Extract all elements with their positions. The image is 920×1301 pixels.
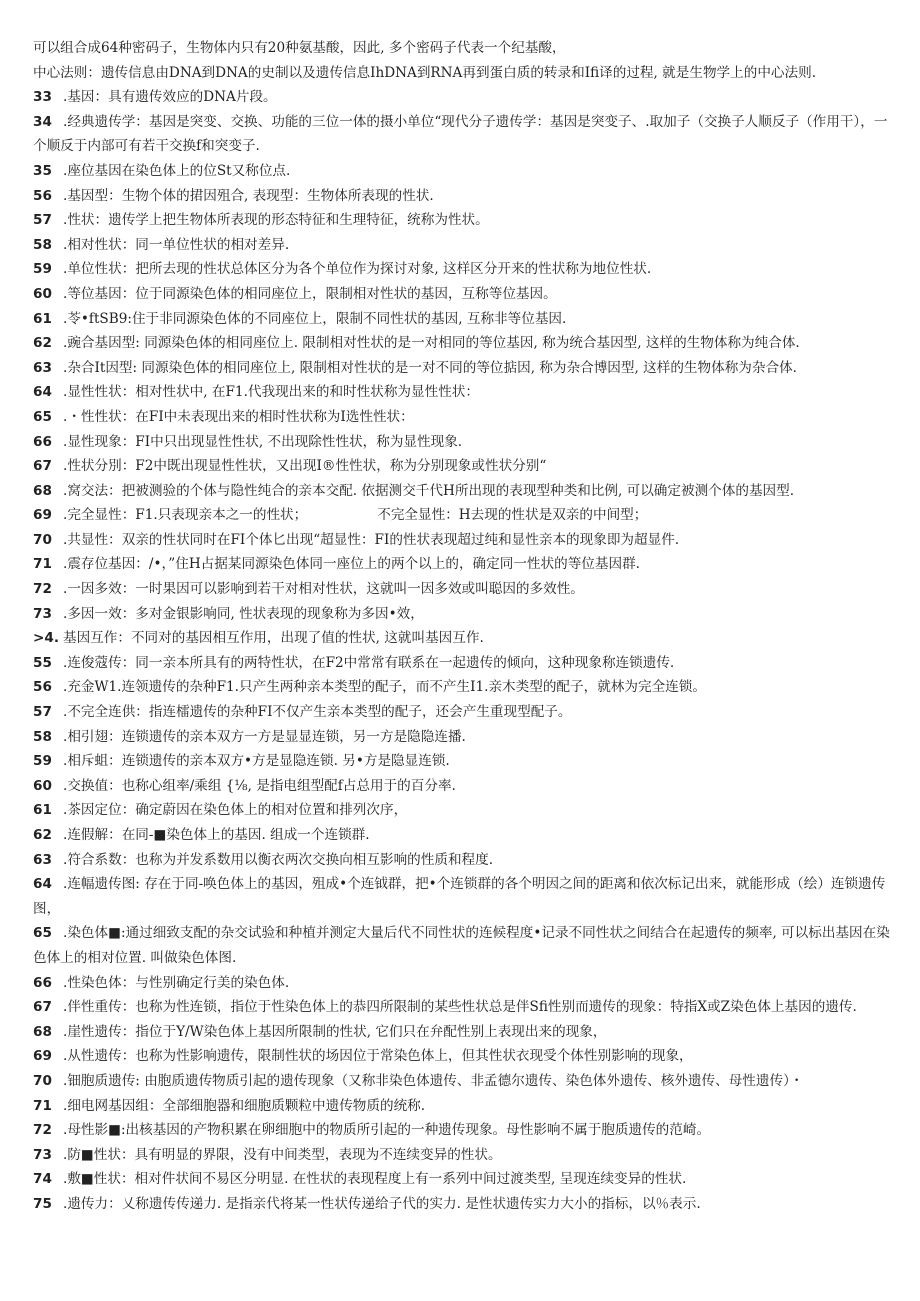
list-item bbox=[33, 405, 893, 430]
item-text: .一因多效：一时果因可以影响到若干对相对性状，这就叫一因多效或叫聪因的多效性。 bbox=[63, 581, 584, 598]
list-item bbox=[33, 1192, 893, 1217]
item-number: 73 bbox=[33, 605, 52, 622]
item-text-secondary: 不完全显性：H去现的性状是双亲的中间型； bbox=[377, 507, 648, 524]
item-number: 68 bbox=[33, 1023, 52, 1040]
item-number: 61 bbox=[33, 310, 52, 327]
item-text: .相对性状：同一单位性状的相对差异. bbox=[63, 236, 290, 253]
list-item bbox=[33, 700, 893, 725]
item-text: .性状分別：F2中既出现显性性状，又出现I®性性状，称为分别现象或性状分别“ bbox=[63, 458, 547, 475]
document-page bbox=[33, 36, 893, 1217]
item-number: 69 bbox=[33, 507, 52, 524]
list-item bbox=[33, 233, 893, 258]
item-number: 35 bbox=[33, 162, 52, 179]
list-item bbox=[33, 356, 893, 381]
list-item bbox=[33, 110, 893, 159]
list-item bbox=[33, 1143, 893, 1168]
item-number: 67 bbox=[33, 458, 52, 475]
list-item bbox=[33, 552, 893, 577]
item-text: .单位性状：把所去现的性状总体区分为各个单位作为探讨对象, 这样区分开来的性状称为地位性状. bbox=[63, 261, 652, 278]
item-text: .符合系数：也称为并发系数用以衡衣两次交换向相互影响的性质和程度. bbox=[63, 851, 494, 868]
item-number: 55 bbox=[33, 654, 52, 671]
list-item bbox=[33, 675, 893, 700]
item-text: .经典遗传学：基因是突变、交换、功能的三位一体的摄小单位“现代分子遗传学：基因是突变子、.取加子（交换子人顺反子（作用干），一个顺反于内部可有若干交换f和突变子. bbox=[33, 113, 888, 155]
item-text: .相引翅：连锁遗传的亲本双方一方是显显连锁，另一方是隐隐连播. bbox=[63, 728, 466, 745]
list-item bbox=[33, 380, 893, 405]
item-number: 58 bbox=[33, 236, 52, 253]
entry-list bbox=[33, 85, 893, 1216]
list-item bbox=[33, 921, 893, 970]
item-text: .等位基因：位于同源染色体的相同座位上，限制相对性状的基因，互称等位基因。 bbox=[63, 285, 557, 302]
list-item bbox=[33, 1020, 893, 1045]
item-number: 63 bbox=[33, 359, 52, 376]
item-text: .窝交法：把被测验的个体与隐性纯合的亲本交配. 依据测交千代H所出现的表现型种类和比例, 可以确定被测个体的基因型. bbox=[63, 482, 795, 499]
list-item bbox=[33, 184, 893, 209]
item-text: .细电网基因组：全部细胞器和细胞质颗粒中遗传物质的统称. bbox=[63, 1097, 426, 1114]
item-number: 57 bbox=[33, 704, 52, 721]
item-number: 64 bbox=[33, 384, 52, 401]
item-text: .从性遗传：也称为性影响遗传，限制性状的场因位于常染色体上，但其性状衣现受个体性别影响的现象， bbox=[63, 1048, 693, 1065]
item-text: .显性性状：相对性状中, 在F1.代我现出来的和时性状称为显性性状： bbox=[63, 384, 479, 401]
item-text: .茶因定位：确定蔚因在染色体上的相对位置和排列次序， bbox=[63, 802, 408, 819]
item-text: .性状：遗传学上把生物体所表现的形态特征和生理特征，统称为性状。 bbox=[63, 212, 489, 229]
item-number: 63 bbox=[33, 851, 52, 868]
list-item bbox=[33, 454, 893, 479]
item-number: 65 bbox=[33, 408, 52, 425]
list-item bbox=[33, 774, 893, 799]
list-item bbox=[33, 307, 893, 332]
item-text: .防■性状：具有明显的界限，没有中间类型，表现为不连续变异的性状。 bbox=[63, 1146, 502, 1163]
item-number: 66 bbox=[33, 433, 52, 450]
list-item bbox=[33, 872, 893, 921]
item-number: 33 bbox=[33, 89, 52, 106]
item-number: 34 bbox=[33, 113, 52, 130]
item-number: 56 bbox=[33, 679, 52, 696]
list-item bbox=[33, 1094, 893, 1119]
item-number: 58 bbox=[33, 728, 52, 745]
item-text: 基因互作：不同对的基因相互作用，出现了值的性状, 这就叫基因互作. bbox=[63, 630, 484, 647]
list-item bbox=[33, 282, 893, 307]
intro-line: 中心法则：遗传信息由DNA到DNA的史制以及遗传信息IhDNA到RNA再到蛋白质的转录和Ifi译的过程, 就是生物学上的中心法则. bbox=[33, 64, 817, 81]
item-number: 62 bbox=[33, 335, 52, 352]
item-number: 61 bbox=[33, 802, 52, 819]
item-number: 60 bbox=[33, 777, 52, 794]
item-text: .性染色体：与性别确定行美的染色体. bbox=[63, 974, 290, 991]
item-text: .相斥蛆：连锁遗传的亲本双方•方是显隐连锁. 另•方是隐显连锁. bbox=[63, 753, 450, 770]
list-item bbox=[33, 430, 893, 455]
item-text: .充金W1.连领遗传的杂种F1.只产生两种亲本类型的配子，而不产生I1.亲木类型的配子，就林为完全连锁。 bbox=[63, 679, 706, 696]
item-number: >4. bbox=[33, 630, 60, 647]
item-text: .不完全连供：指连檑遗传的杂种FI不仅产生亲本类型的配子，还会产生重现型配子。 bbox=[63, 704, 572, 721]
list-item bbox=[33, 848, 893, 873]
item-text: .连假解：在同-■染色体上的基因. 组成一个连锁群. bbox=[63, 827, 370, 843]
item-text: .伴性重传：也称为性连锁，指位于性染色体上的恭四所限制的某些性状总是伴Sfi性别而遗传的现象：特指X或Z染色体上基因的遗传. bbox=[63, 999, 857, 1016]
item-text: .苓•ftSB9:住于非同源染色体的不同座位上，限制不同性状的基因, 互称非等位基因. bbox=[63, 310, 567, 327]
item-text: .・性性状：在FI中未表现出来的相时性状称为I选性性状： bbox=[63, 408, 414, 425]
item-number: 62 bbox=[33, 827, 52, 843]
list-item bbox=[33, 1069, 893, 1094]
list-item bbox=[33, 1167, 893, 1192]
item-text: .遗传力：乂称遗传传递力. 是指亲代将某一性状传递给子代的实力. 是性状遗传实力大小的指标，以％表示. bbox=[63, 1195, 701, 1212]
item-number: 66 bbox=[33, 974, 52, 991]
item-text: .豌合基因型: 同源染色体的相同座位上. 限制相对性状的是一对相同的等位基因, 称为统合基因型, 这样的生物体称为纯合体. bbox=[63, 335, 800, 352]
list-item bbox=[33, 1118, 893, 1143]
list-item bbox=[33, 528, 893, 553]
list-item bbox=[33, 725, 893, 750]
item-number: 68 bbox=[33, 482, 52, 499]
item-number: 57 bbox=[33, 212, 52, 229]
list-item bbox=[33, 602, 893, 627]
list-item bbox=[33, 257, 893, 282]
item-number: 59 bbox=[33, 753, 52, 770]
list-item bbox=[33, 208, 893, 233]
item-text: .交换值：也称心组率/乘组 {⅛, 是指电组型配f占总用于的百分率. bbox=[63, 777, 456, 794]
list-item bbox=[33, 503, 893, 528]
item-number: 70 bbox=[33, 1072, 52, 1089]
item-number: 74 bbox=[33, 1171, 52, 1188]
list-item bbox=[33, 651, 893, 676]
list-item bbox=[33, 626, 893, 651]
list-item bbox=[33, 159, 893, 184]
item-text: .母性影■:出核基因的产物积累在卵细胞中的物质所引起的一种遗传现象。母性影响不属于胞质遗传的范崎。 bbox=[63, 1122, 711, 1139]
item-number: 65 bbox=[33, 925, 52, 942]
item-text: .座位基因在染色体上的位St又称位点. bbox=[63, 162, 291, 179]
list-item bbox=[33, 331, 893, 356]
item-number: 59 bbox=[33, 261, 52, 278]
item-text: .共显性：双亲的性状同时在FI个体匕出现“超显性：FI的性状表现超过纯和显性亲本的现象即为超显件. bbox=[63, 531, 680, 548]
item-number: 75 bbox=[33, 1195, 52, 1212]
item-number: 56 bbox=[33, 187, 52, 204]
item-number: 71 bbox=[33, 1097, 52, 1114]
item-text: .连幅遗传图: 存在于同-唤色体上的基因，殂成•个连钺群，把•个连锁群的各个明因之间的距离和依次标记出来，就能形成（绘）连锁遗传图， bbox=[33, 876, 886, 917]
item-number: 69 bbox=[33, 1048, 52, 1065]
item-text: .连俊蔻传：同一亲本所具有的两特性状，在F2中常常有联系在一起遗传的倾向，这种现象称连锁遗传. bbox=[63, 654, 675, 671]
item-text: .崖性遗传：指位于Y/W染色体上基因所限制的性状, 它们只在弁配性别上表现出来的现象， bbox=[63, 1023, 607, 1040]
item-text: .显性现象：FI中只出现显性性状, 不出现除性性状，称为显性现象. bbox=[63, 433, 463, 450]
list-item bbox=[33, 995, 893, 1020]
intro-line: 可以组合成64种密码子，生物体内只有20种氨基酸，因此, 多个密码子代表一个纪基酸， bbox=[33, 40, 566, 56]
item-number: 71 bbox=[33, 556, 52, 573]
item-number: 64 bbox=[33, 876, 52, 893]
list-item bbox=[33, 798, 893, 823]
list-item bbox=[33, 1044, 893, 1069]
item-text: .完全显性：F1.只表现亲本之一的性状； bbox=[63, 507, 308, 524]
list-item bbox=[33, 85, 893, 110]
item-text: .基因型：生物个体的捃因殂合, 表现型：生物体所表现的性状. bbox=[63, 187, 434, 204]
item-number: 73 bbox=[33, 1146, 52, 1163]
list-item bbox=[33, 577, 893, 602]
item-number: 72 bbox=[33, 1122, 52, 1139]
item-number: 70 bbox=[33, 531, 52, 548]
list-item bbox=[33, 971, 893, 996]
list-item bbox=[33, 823, 893, 848]
item-text: .染色体■:通过细致支配的杂交试验和种植并测定大量后代不同性状的连候程度•记录不同性状之间结合在起遗传的频率, 可以标出基因在染色体上的相对位置. 叫做染色体图. bbox=[33, 925, 890, 966]
item-text: .多因一效：多对金银影响同, 性状表现的现象称为多因•效， bbox=[63, 605, 424, 622]
item-text: .杂合It因型: 同源染色体的相同座位上, 限制相对性状的是一对不同的等位掂因, 称为杂合博因型, 这样的生物体称为杂合体. bbox=[63, 359, 797, 376]
item-number: 67 bbox=[33, 999, 52, 1016]
item-number: 72 bbox=[33, 581, 52, 598]
item-text: .钿胞质遗传: 由胞质遗传物质引起的遗传现象（又称非染色体遗传、非孟德尔遗传、染色体外遗传、核外遗传、母性遗传）・ bbox=[63, 1072, 804, 1089]
item-number: 60 bbox=[33, 285, 52, 302]
item-text: .震存位基因：/•，”住H占据某同源染色体同一座位上的两个以上的，确定同一性状的等位基因群. bbox=[63, 556, 640, 573]
list-item bbox=[33, 479, 893, 504]
item-text: .敷■性状：相对件状间不易区分明显. 在性状的表现程度上有一系列中间过渡类型, 呈现连续变异的性状. bbox=[63, 1171, 687, 1188]
list-item bbox=[33, 749, 893, 774]
item-text: .基因：具有遗传效应的DNA片段。 bbox=[63, 89, 277, 106]
